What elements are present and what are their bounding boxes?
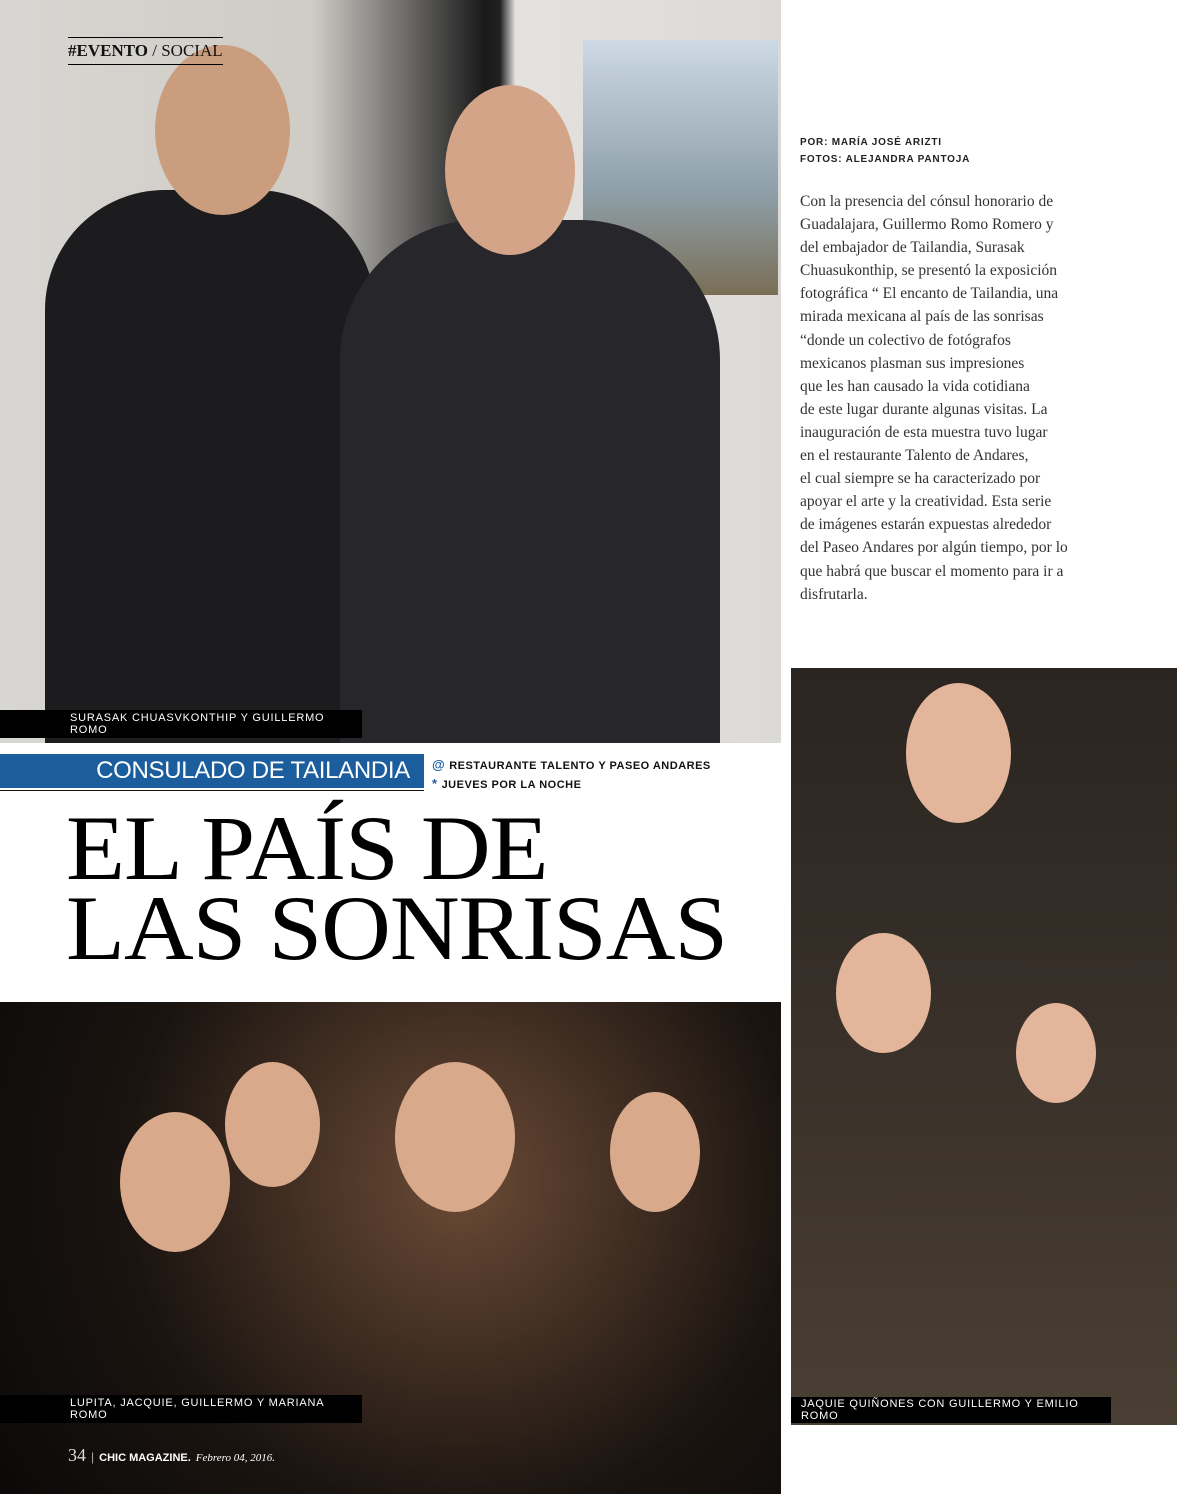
byline [800, 134, 970, 168]
article-body [800, 190, 1120, 606]
page-number: 34 [68, 1445, 86, 1465]
body-line: del Paseo Andares por algún tiempo, por lo [800, 539, 1068, 557]
photo-consul-and-ambassador [0, 0, 781, 743]
headline [66, 797, 728, 979]
person-suit [340, 220, 720, 743]
body-line: disfrutarla. [800, 585, 868, 603]
photo-family-right [791, 668, 1177, 1425]
issue-date: Febrero 04, 2016. [195, 1452, 276, 1464]
body-line: en el restaurante Talento de Andares, [800, 447, 1029, 465]
event-place: RESTAURANTE TALENTO Y PASEO ANDARES [449, 760, 711, 772]
divider: | [91, 1450, 95, 1464]
person-face [395, 1062, 515, 1212]
headline-line: LAS SONRISAS [66, 877, 728, 979]
person-face [120, 1112, 230, 1252]
person-face [610, 1092, 700, 1212]
body-line: Con la presencia del cónsul honorario de [800, 193, 1054, 210]
body-line: Chuasukonthip, se presentó la exposición [800, 262, 1057, 280]
body-line: que les han causado la vida cotidiana [800, 377, 1030, 395]
section-kicker [68, 37, 223, 65]
photo-caption: LUPITA, JACQUIE, GUILLERMO Y MARIANA ROMO [0, 1395, 362, 1423]
person-suit [45, 190, 375, 743]
person-face [1016, 1003, 1096, 1103]
body-line: inauguración de esta muestra tuvo lugar [800, 423, 1048, 441]
author: POR: MARÍA JOSÉ ARIZTI [800, 137, 942, 148]
divider [0, 790, 424, 791]
person-face [836, 933, 931, 1053]
body-line: apoyar el arte y la creatividad. Esta serie [800, 493, 1052, 511]
body-line: mirada mexicana al país de las sonrisas [800, 308, 1044, 326]
body-line: Guadalajara, Guillermo Romo Romero y [800, 216, 1054, 234]
body-line: fotográfica “ El encanto de Tailandia, una [800, 285, 1059, 303]
photographer: FOTOS: ALEJANDRA PANTOJA [800, 154, 971, 165]
at-icon: @ [432, 757, 446, 772]
person-face [906, 683, 1011, 823]
body-line: que habrá que buscar el momento para ir a [800, 562, 1064, 580]
body-line: de este lugar durante algunas visitas. La [800, 400, 1048, 418]
section-band: CONSULADO DE TAILANDIA [0, 754, 424, 788]
event-time: JUEVES POR LA NOCHE [441, 779, 582, 791]
person-face [445, 85, 575, 255]
photo-caption: SURASAK CHUASVKONTHIP Y GUILLERMO ROMO [0, 710, 362, 738]
event-info [432, 756, 711, 794]
section-label: #EVENTO [68, 41, 148, 60]
asterisk-icon: * [432, 776, 438, 791]
page-footer [68, 1445, 275, 1466]
headline-line: EL PAÍS DE [66, 797, 548, 899]
photo-caption: JAQUIE QUIÑONES CON GUILLERMO Y EMILIO ROMO [791, 1397, 1111, 1423]
body-line: mexicanos plasman sus impresiones [800, 354, 1025, 372]
subsection-label: / SOCIAL [152, 41, 223, 60]
person-face [155, 45, 290, 215]
magazine-name: CHIC MAGAZINE. [99, 1452, 191, 1464]
body-line: del embajador de Tailandia, Surasak [800, 239, 1025, 257]
body-line: el cual siempre se ha caracterizado por [800, 470, 1041, 488]
body-line: “donde un colectivo de fotógrafos [800, 331, 1011, 349]
body-line: de imágenes estarán expuestas alrededor [800, 516, 1052, 534]
person-face [225, 1062, 320, 1187]
